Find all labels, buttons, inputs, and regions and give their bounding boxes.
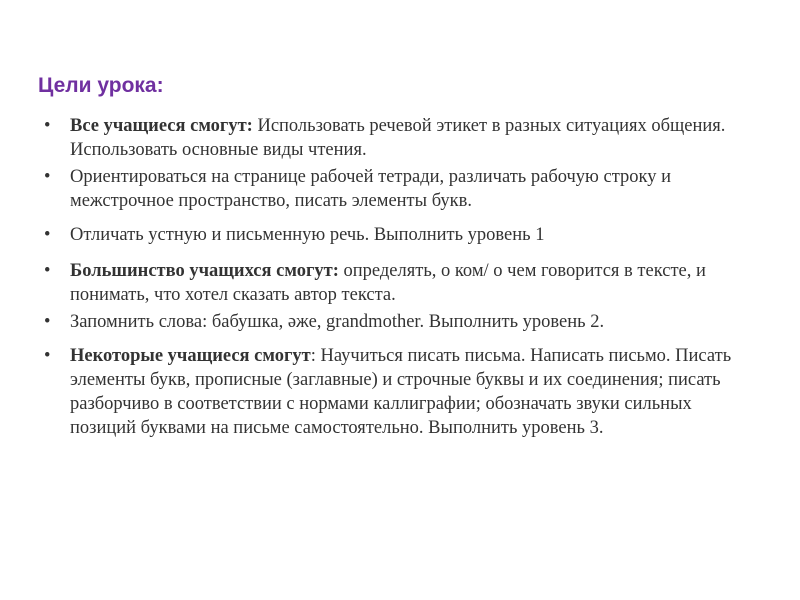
objectives-list [44, 114, 756, 440]
list-item [44, 114, 756, 162]
list-item-text: : Научиться писать письма. Написать письмо. Писать элементы букв, прописные (заглавные) и строчные буквы и их соединения; писать разборчиво в соответствии с нормами каллиграфии; обозначать звуки сильных позиций буквами на письме самостоятельно. Выполнить уровень 3. [70, 346, 732, 438]
list-item [44, 223, 756, 247]
bullet-icon: • [44, 346, 51, 366]
group-heading-all-students: Все учащиеся смогут: [70, 116, 253, 136]
list-item [44, 259, 756, 307]
list-item [44, 344, 756, 440]
group-heading-some-students: Некоторые учащиеся смогут [70, 346, 311, 366]
list-item [44, 310, 756, 334]
bullet-icon: • [44, 261, 51, 281]
list-item-text: Запомнить слова: бабушка, әже, grandmother. Выполнить уровень 2. [70, 312, 605, 332]
slide-title: Цели урока: [38, 74, 164, 97]
bullet-icon: • [44, 167, 51, 187]
list-item-text: Использовать речевой этикет в разных ситуациях общения. Использовать основные виды чтения. [70, 116, 726, 160]
bullet-icon: • [44, 312, 51, 332]
list-item [44, 165, 756, 213]
bullet-icon: • [44, 225, 51, 245]
list-item-text: определять, о ком/ о чем говорится в тексте, и понимать, что хотел сказать автор текста. [70, 261, 706, 305]
group-heading-most-students: Большинство учащихся смогут: [70, 261, 339, 281]
list-item-text: Отличать устную и письменную речь. Выполнить уровень 1 [70, 225, 545, 245]
list-item-text: Ориентироваться на странице рабочей тетради, различать рабочую строку и межстрочное пространство, писать элементы букв. [70, 167, 672, 211]
bullet-icon: • [44, 116, 51, 136]
